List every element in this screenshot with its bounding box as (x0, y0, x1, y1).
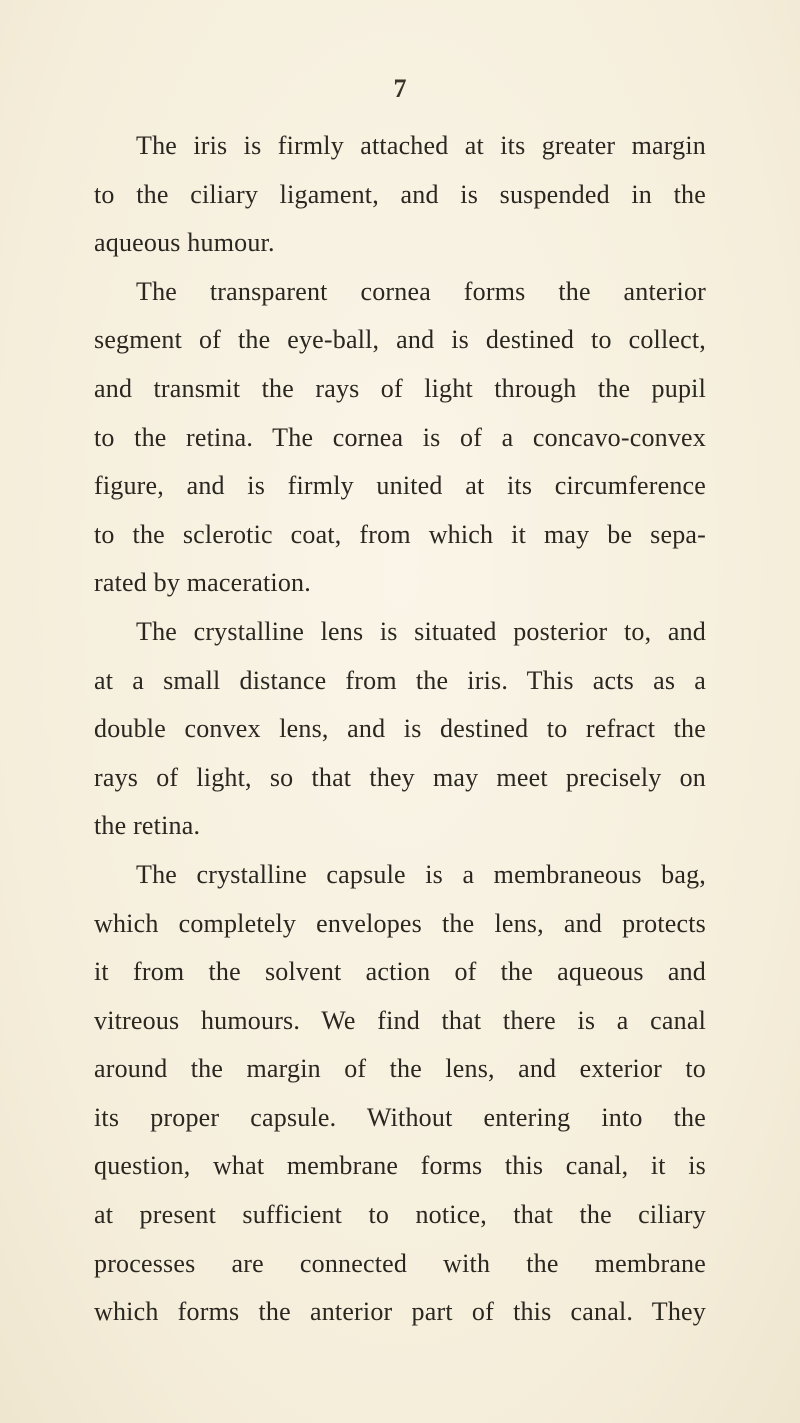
text-line: The transparent cornea forms the anterior (136, 276, 706, 306)
text-line: which forms the anterior part of this canal. They (94, 1297, 706, 1327)
text-line: aqueous humour. (94, 228, 275, 258)
paragraph-capsule (94, 851, 706, 1337)
paragraph-iris (94, 122, 706, 268)
text-line: around the margin of the lens, and exterior to (94, 1054, 706, 1084)
text-line: The crystalline capsule is a membraneous bag, (136, 859, 706, 889)
page-number: 7 (393, 74, 407, 103)
text-line: The iris is firmly attached at its greater margin (136, 131, 706, 160)
text-line: The crystalline lens is situated posterior to, and (136, 616, 706, 646)
text-line: vitreous humours. We find that there is a canal (94, 1005, 706, 1035)
text-line: double convex lens, and is destined to refract the (94, 714, 706, 744)
text-line: processes are connected with the membrane (94, 1248, 706, 1278)
text-line: it from the solvent action of the aqueous and (94, 957, 706, 987)
text-line: its proper capsule. Without entering into the (94, 1102, 706, 1132)
body-text (94, 122, 706, 1337)
text-line: figure, and is firmly united at its circumference (94, 471, 706, 501)
text-line: and transmit the rays of light through the pupil (94, 373, 706, 403)
paragraph-lens (94, 608, 706, 851)
text-line: the retina. (94, 811, 201, 841)
text-line: question, what membrane forms this canal, it is (94, 1151, 706, 1181)
text-line: to the retina. The cornea is of a concavo-convex (94, 422, 706, 452)
text-line: segment of the eye-ball, and is destined to collect, (94, 325, 706, 355)
text-line: rated by maceration. (94, 568, 311, 598)
text-line: rays of light, so that they may meet precisely on (94, 762, 706, 792)
paragraph-cornea (94, 268, 706, 608)
text-line: to the ciliary ligament, and is suspended in the (94, 179, 706, 209)
text-line: at present sufficient to notice, that the ciliary (94, 1200, 706, 1230)
text-line: at a small distance from the iris. This acts as a (94, 665, 706, 695)
text-line: to the sclerotic coat, from which it may be sepa- (94, 519, 706, 549)
text-line: which completely envelopes the lens, and protects (94, 908, 706, 938)
